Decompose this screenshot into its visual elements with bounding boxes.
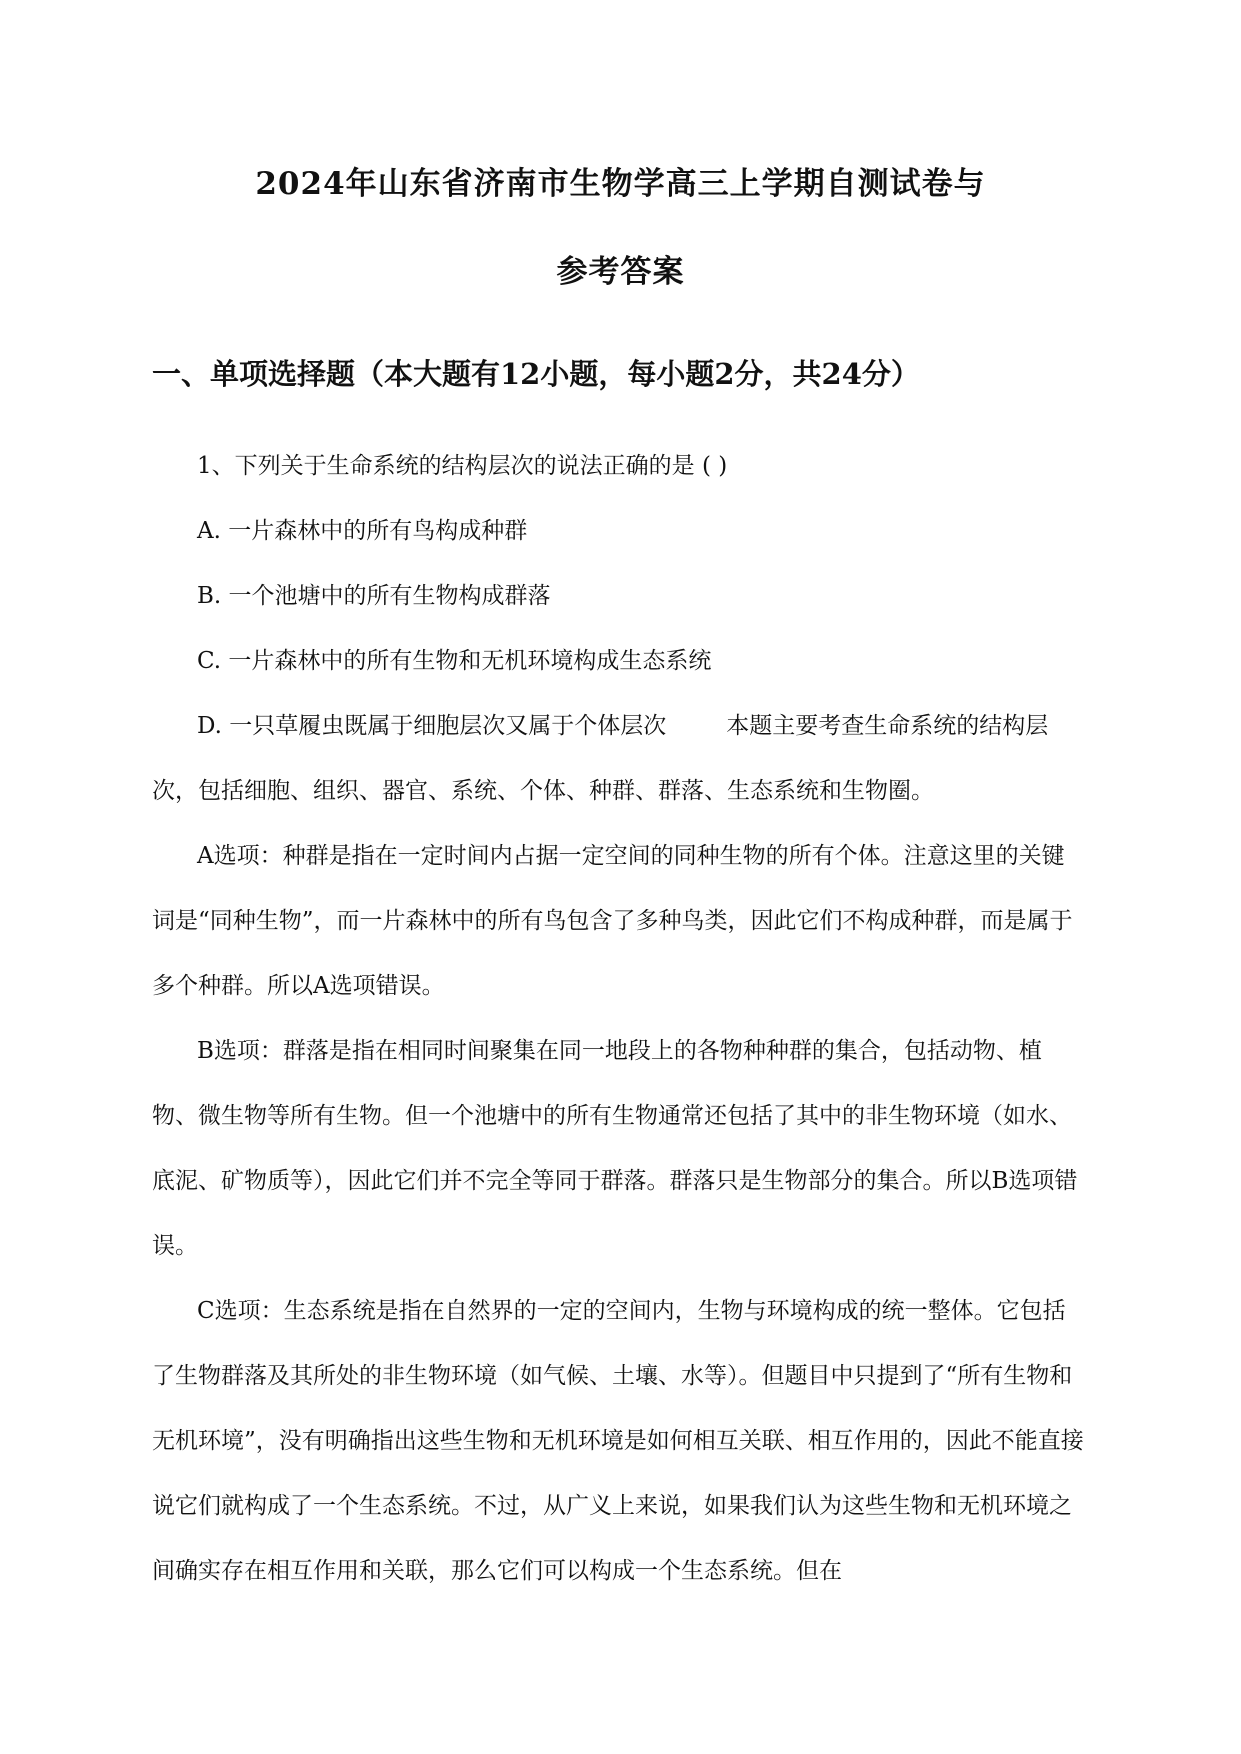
analysis-option-a: A选项：种群是指在一定时间内占据一定空间的同种生物的所有个体。注意这里的关键词是“同种生物”，而一片森林中的所有鸟包含了多种鸟类，因此它们不构成种群，而是属于多个种群。所以A选项错误。 (152, 843, 1073, 999)
document-subtitle: 参考答案 (556, 254, 685, 290)
document-title: 2024年山东省济南市生物学高三上学期自测试卷与 (255, 166, 986, 202)
analysis-option-c: C选项：生态系统是指在自然界的一定的空间内，生物与环境构成的统一整体。它包括了生物群落及其所处的非生物环境（如气候、土壤、水等）。但题目中只提到了“所有生物和无机环境”，没有明确指出这些生物和无机环境是如何相互关联、相互作用的，因此不能直接说它们就构成了一个生态系统。不过，从广义上来说，如果我们认为这些生物和无机环境之间确实存在相互作用和关联，那么它们可以构成一个生态系统。但在 (152, 1298, 1084, 1584)
option-c: C. 一片森林中的所有生物和无机环境构成生态系统 (197, 648, 712, 674)
option-b: B. 一个池塘中的所有生物构成群落 (197, 583, 551, 609)
option-d: D. 一只草履虫既属于细胞层次又属于个体层次 (197, 713, 667, 739)
question-stem: 1、下列关于生命系统的结构层次的说法正确的是 ( ) (197, 453, 728, 479)
option-a: A. 一片森林中的所有鸟构成种群 (197, 518, 528, 544)
analysis-intro: 本题主要考查生命系统的结构层次，包括细胞、组织、器官、系统、个体、种群、群落、生态系统和生物圈。 (152, 713, 1049, 804)
analysis-option-b: B选项：群落是指在相同时间聚集在同一地段上的各物种种群的集合，包括动物、植物、微生物等所有生物。但一个池塘中的所有生物通常还包括了其中的非生物环境（如水、底泥、矿物质等），因此它们并不完全等同于群落。群落只是生物部分的集合。所以B选项错误。 (152, 1038, 1078, 1259)
question-block (152, 434, 1087, 1604)
option-d-with-analysis (152, 694, 1087, 824)
section-heading: 一、单项选择题（本大题有12小题，每小题2分，共24分） (152, 357, 920, 391)
